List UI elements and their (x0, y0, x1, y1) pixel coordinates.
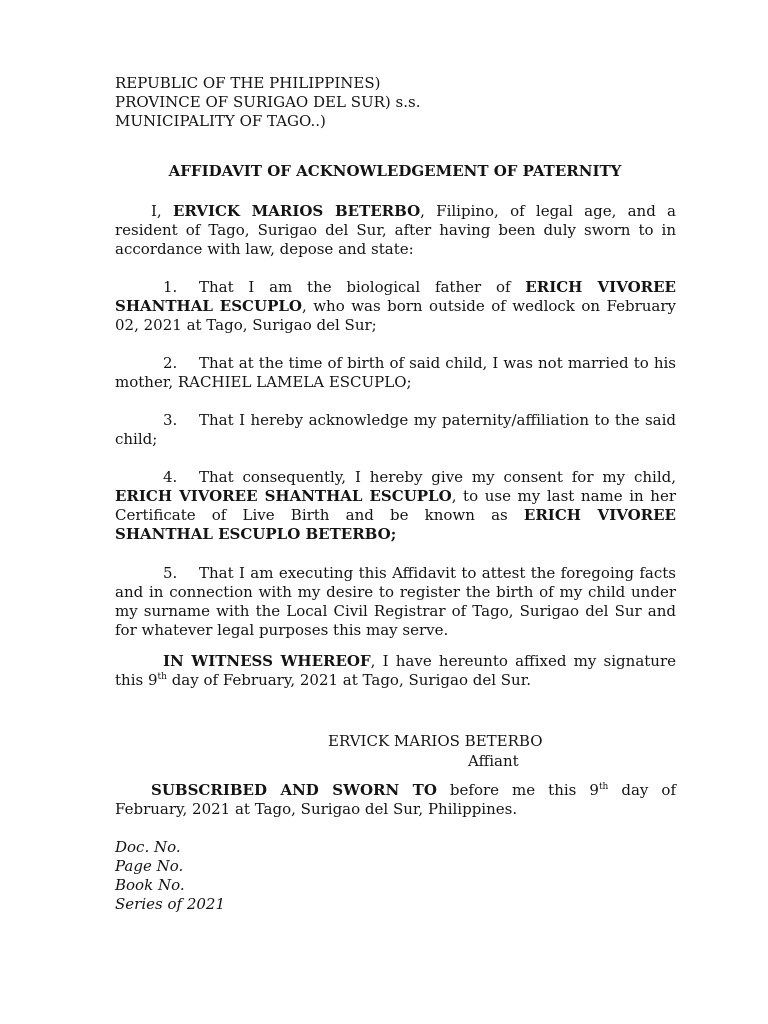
intro-paragraph (115, 202, 676, 259)
affiant-signature-name: ERVICK MARIOS BETERBO (328, 732, 543, 750)
venue-municipality: MUNICIPALITY OF TAGO..) (115, 112, 326, 130)
item-5-text: That I am executing this Affidavit to attest the foregoing facts and in connection with my desire to register the birth of my child under my surname with the Local Civil Registrar of Tago, Surigao del Sur and for whatever legal purposes this may serve. (115, 564, 676, 639)
jurat-lead: SUBSCRIBED AND SWORN TO (151, 781, 437, 799)
witness-day-suffix: th (157, 672, 167, 682)
jurat-text-b: day of February, 2021 at Tago, Surigao del Sur, Philippines. (115, 781, 677, 818)
witness-day: 9 (147, 671, 158, 689)
venue-province: PROVINCE OF SURIGAO DEL SUR) s.s. (115, 93, 421, 111)
item-1-text-b: , who was born outside of wedlock on February 02, 2021 at Tago, Surigao del Sur; (115, 297, 676, 334)
affiant-name: ERVICK MARIOS BETERBO (172, 202, 421, 220)
jurat-day: 9 (589, 781, 599, 799)
item-4-new-name: ERICH VIVOREE SHANTHAL ESCUPLO BETERBO; (115, 506, 676, 543)
item-2 (115, 354, 676, 392)
doc-number: Doc. No. (115, 838, 181, 856)
item-4-child-name: ERICH VIVOREE SHANTHAL ESCUPLO (115, 487, 452, 505)
venue-header (115, 74, 515, 131)
item-5-number: 5. (163, 564, 178, 582)
intro-text: , Filipino, of legal age, and a resident of Tago, Surigao del Sur, after having been duly sworn to in accordance with law, depose and state: (115, 202, 676, 258)
item-4-text-b: , to use my last name in her Certificate of Live Birth and be known as (115, 487, 677, 524)
item-5 (115, 564, 676, 640)
witness-text-a: , I have hereunto affixed my signature this (115, 652, 676, 689)
jurat-day-suffix: th (598, 782, 609, 792)
witness-clause (115, 652, 676, 690)
item-1-number: 1. (163, 278, 178, 296)
book-number: Book No. (115, 876, 185, 894)
jurat-text-a: before me this (436, 781, 590, 799)
item-3-number: 3. (163, 411, 178, 429)
witness-lead: IN WITNESS WHEREOF (163, 652, 371, 670)
item-1 (115, 278, 676, 335)
document-title: AFFIDAVIT OF ACKNOWLEDGEMENT OF PATERNITY (168, 162, 622, 180)
jurat-clause (115, 781, 676, 819)
item-4 (115, 468, 676, 544)
witness-text-b: day of February, 2021 at Tago, Surigao del Sur. (166, 671, 532, 689)
intro-prefix: I, (151, 202, 173, 220)
item-3-text: That I hereby acknowledge my paternity/affiliation to the said child; (115, 411, 676, 448)
page-number: Page No. (115, 857, 184, 875)
item-4-text-a: That consequently, I hereby give my consent for my child, (199, 468, 676, 486)
item-3 (115, 411, 676, 449)
notarial-register (115, 838, 225, 914)
item-1-text-a: That I am the biological father of (199, 278, 526, 296)
signature-block (328, 732, 628, 772)
item-2-number: 2. (163, 354, 178, 372)
item-1-child-name: ERICH VIVOREE SHANTHAL ESCUPLO (115, 278, 676, 315)
item-2-text: That at the time of birth of said child, I was not married to his mother, RACHIEL LAMELA ESCUPLO; (115, 354, 676, 391)
item-4-number: 4. (163, 468, 178, 486)
series-year: Series of 2021 (115, 895, 225, 913)
venue-republic: REPUBLIC OF THE PHILIPPINES) (115, 74, 381, 92)
affiant-role: Affiant (468, 752, 519, 770)
